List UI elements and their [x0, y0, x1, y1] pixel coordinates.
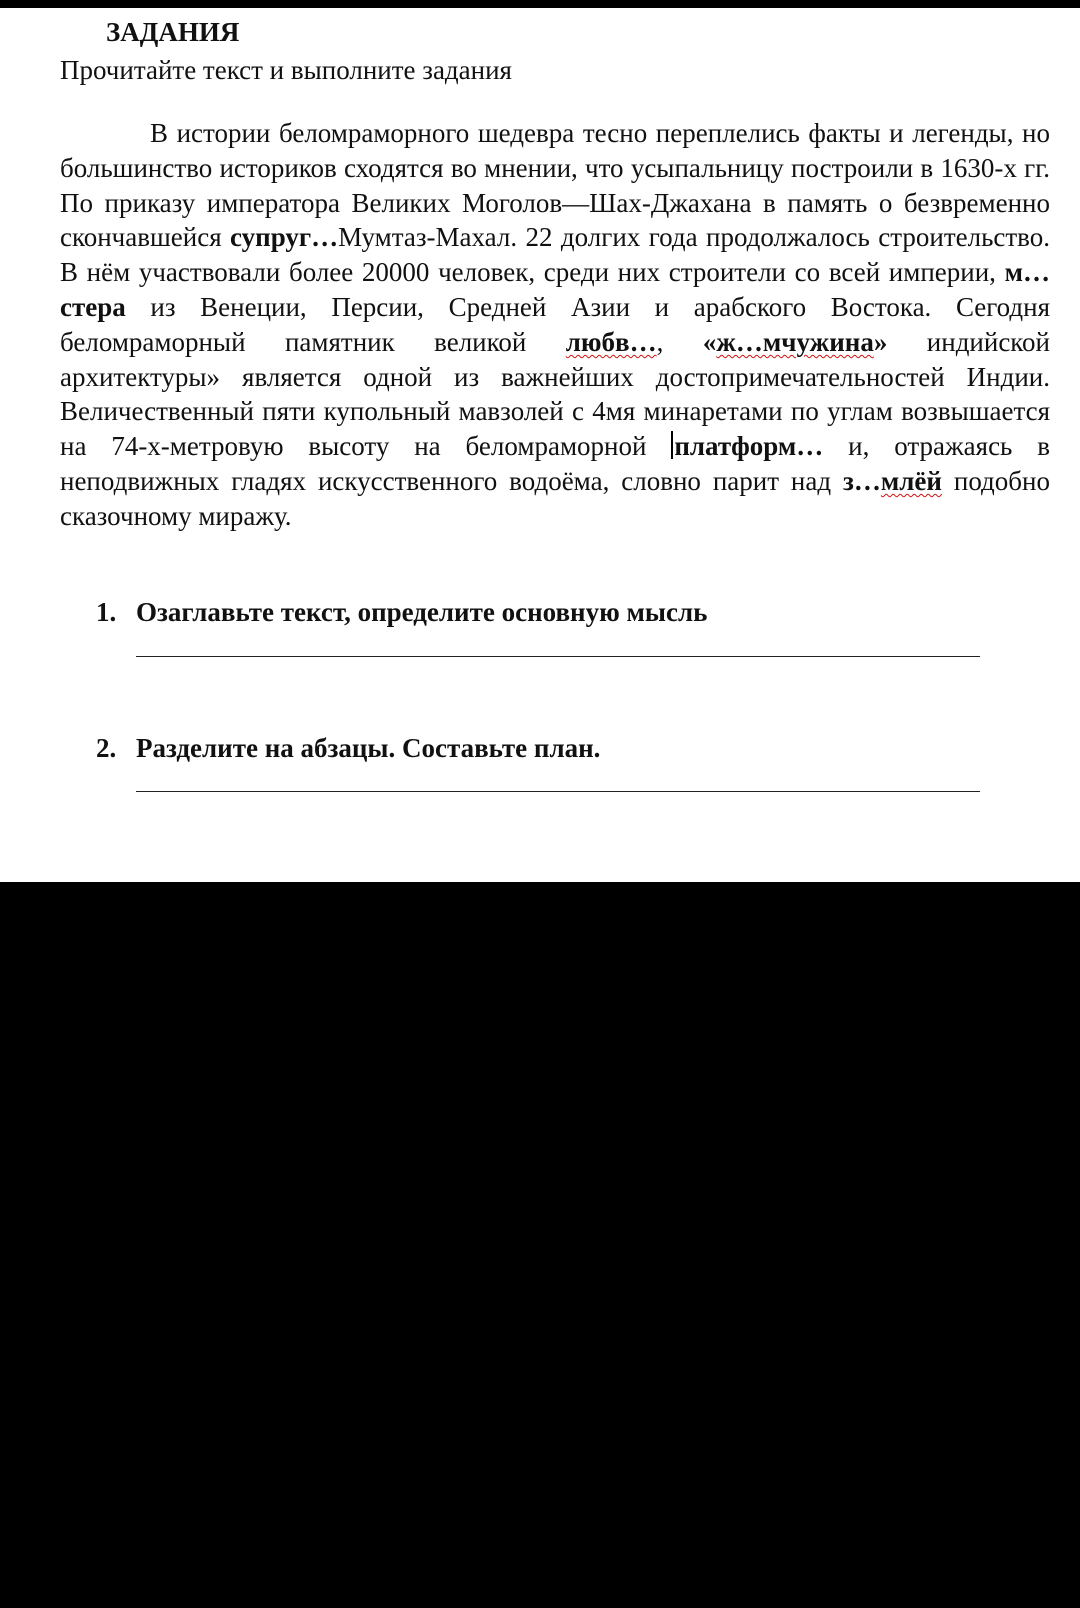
passage-segment: , [656, 326, 703, 357]
reading-passage [60, 116, 1050, 534]
passage-segment: индийской архитектуры» является одной из важнейших достопримечательностей Индии. Величественный пяти купольный мавзолей с 4мя минаретами по углам возвышается на 74-х-метровую высоту на беломраморной [60, 326, 1051, 462]
task-number: 1. [96, 597, 117, 627]
gap-word-zemlej-prefix: з… [843, 465, 881, 496]
document-page [0, 8, 1080, 882]
passage-segment: из Венеции, Персии, Средней Азии и арабского Востока. Сегодня беломраморный памятник великой [60, 291, 1050, 357]
task-label: Разделите на абзацы. Составьте план. [136, 733, 601, 763]
answer-line-1[interactable] [136, 656, 980, 657]
answer-line-2[interactable] [136, 791, 980, 792]
top-black-bar [0, 0, 1080, 8]
gap-word-platforme: платформ… [674, 431, 824, 462]
gap-word-lyubvi: любв… [565, 326, 657, 357]
passage-segment: Мумтаз-Махал. 22 долгих года продолжалось строительство. В нём участвовали более 20000 человек, среди них строители со всей империи, [60, 222, 1050, 288]
page-heading: ЗАДАНИЯ [106, 17, 240, 47]
gap-word-quote-close: » [873, 326, 888, 357]
task-item-2 [96, 730, 600, 766]
task-number: 2. [96, 733, 117, 763]
passage-segment: подобно сказочному миражу. [60, 465, 1050, 531]
gap-word-mastera: м…стера [60, 257, 1050, 322]
task-item-1 [96, 594, 707, 630]
gap-word-suprug: супруг… [230, 222, 339, 253]
gap-word-zemlej: млёй [880, 465, 942, 496]
task-label: Озаглавьте текст, определите основную мысль [136, 597, 708, 627]
instruction-text: Прочитайте текст и выполните задания [60, 55, 512, 85]
passage-segment: В истории беломраморного шедевра тесно переплелись факты и легенды, но большинство историков сходятся во мнении, что усыпальницу построили в 1630-х гг. По приказу императора Великих Моголов—Шах-Джахана в память о безвременно скончавшейся [60, 118, 1050, 253]
passage-segment: и, отражаясь в неподвижных гладях искусственного водоёма, словно парит над [60, 431, 1051, 496]
gap-word-quote-open: « [702, 326, 717, 357]
gap-word-zhemchuzhina: ж…мчужина [716, 326, 874, 357]
